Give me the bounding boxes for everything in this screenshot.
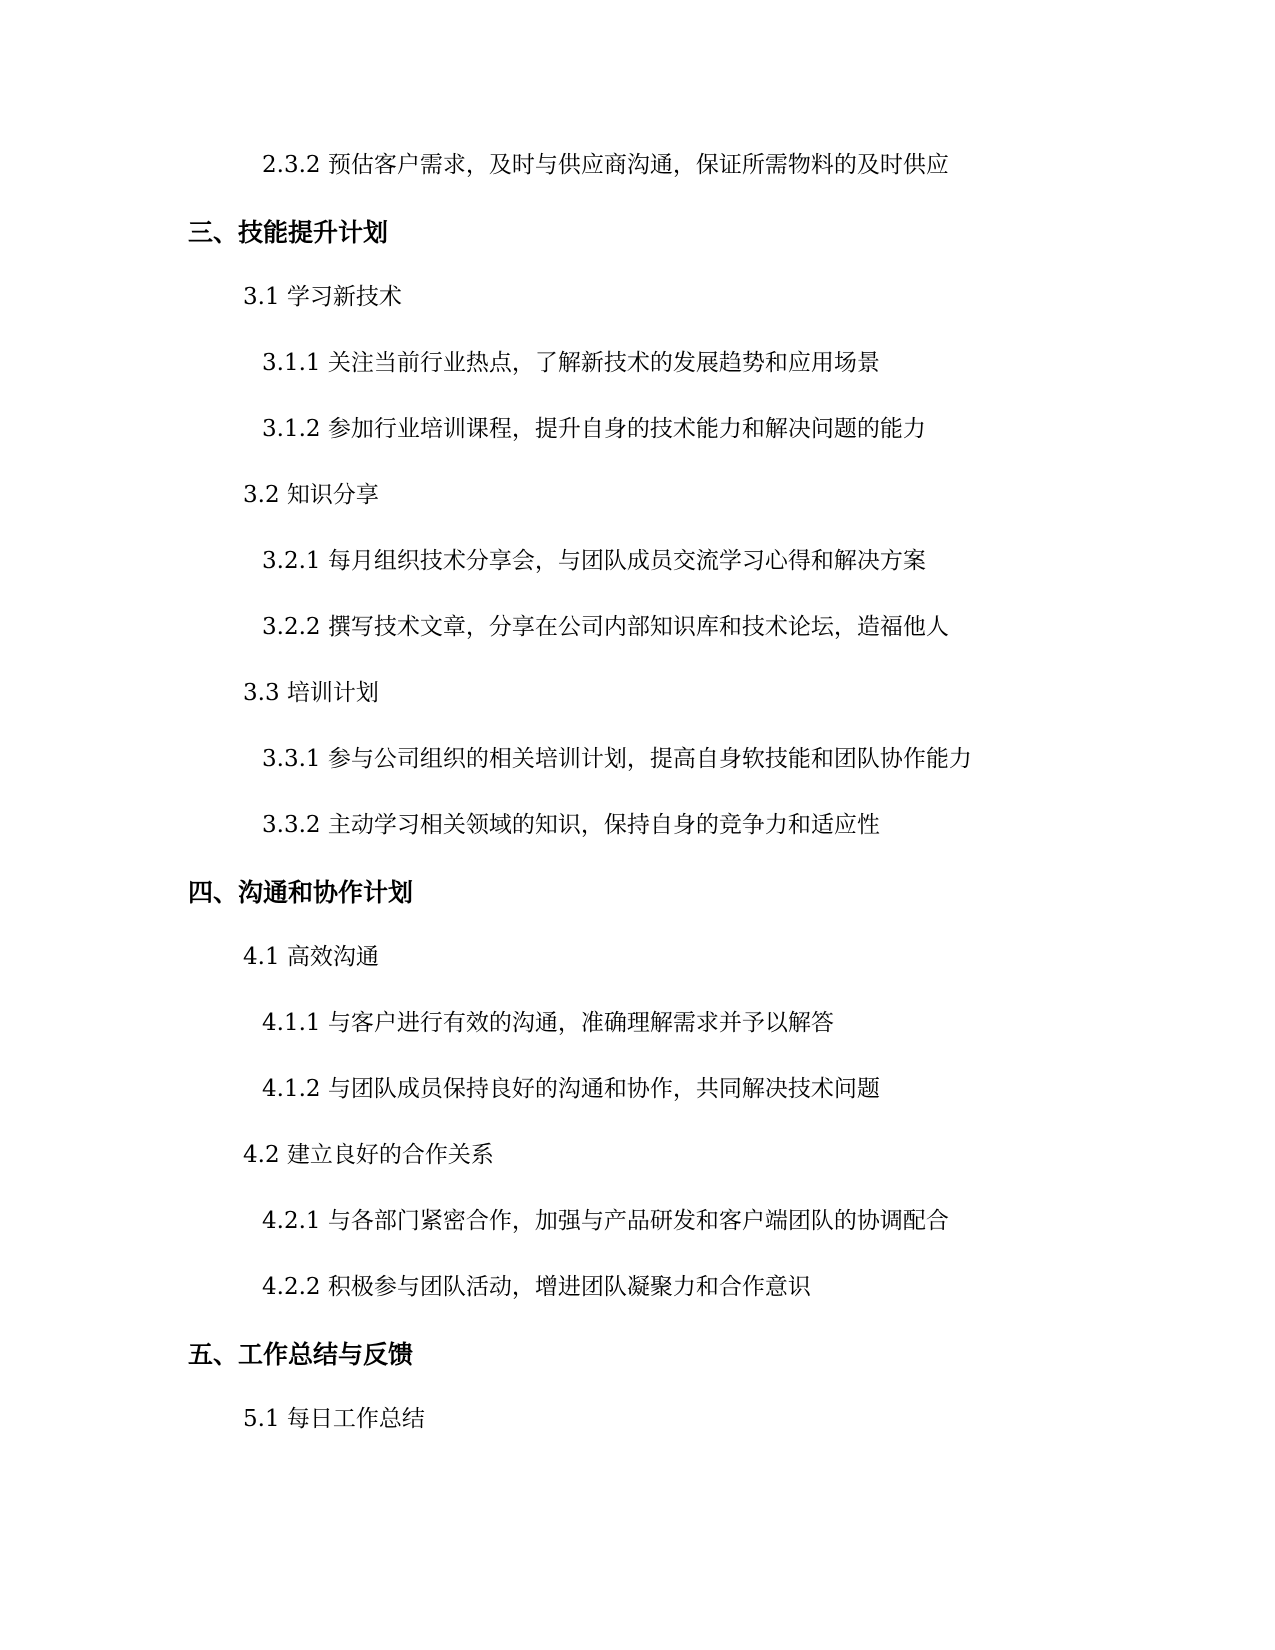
subsection-4-1: 4.1 高效沟通: [243, 944, 379, 970]
item-3-2-2: 3.2.2 撰写技术文章，分享在公司内部知识库和技术论坛，造福他人: [262, 614, 949, 640]
item-2-3-2: 2.3.2 预估客户需求，及时与供应商沟通，保证所需物料的及时供应: [262, 152, 949, 178]
item-3-3-2: 3.3.2 主动学习相关领域的知识，保持自身的竞争力和适应性: [262, 812, 880, 838]
subsection-4-2: 4.2 建立良好的合作关系: [243, 1142, 494, 1168]
subsection-5-1: 5.1 每日工作总结: [243, 1406, 425, 1432]
item-4-2-2: 4.2.2 积极参与团队活动，增进团队凝聚力和合作意识: [262, 1274, 811, 1300]
item-3-2-1: 3.2.1 每月组织技术分享会，与团队成员交流学习心得和解决方案: [262, 548, 926, 574]
item-4-1-2: 4.1.2 与团队成员保持良好的沟通和协作，共同解决技术问题: [262, 1076, 880, 1102]
item-4-1-1: 4.1.1 与客户进行有效的沟通，准确理解需求并予以解答: [262, 1010, 834, 1036]
item-3-1-2: 3.1.2 参加行业培训课程，提升自身的技术能力和解决问题的能力: [262, 416, 926, 442]
subsection-3-3: 3.3 培训计划: [243, 680, 379, 706]
item-3-3-1: 3.3.1 参与公司组织的相关培训计划，提高自身软技能和团队协作能力: [262, 746, 972, 772]
section-heading-5: 五、工作总结与反馈: [188, 1340, 414, 1369]
section-heading-3: 三、技能提升计划: [188, 218, 389, 247]
item-4-2-1: 4.2.1 与各部门紧密合作，加强与产品研发和客户端团队的协调配合: [262, 1208, 949, 1234]
subsection-3-1: 3.1 学习新技术: [243, 284, 402, 310]
section-heading-4: 四、沟通和协作计划: [188, 878, 414, 907]
subsection-3-2: 3.2 知识分享: [243, 482, 379, 508]
item-3-1-1: 3.1.1 关注当前行业热点，了解新技术的发展趋势和应用场景: [262, 350, 880, 376]
